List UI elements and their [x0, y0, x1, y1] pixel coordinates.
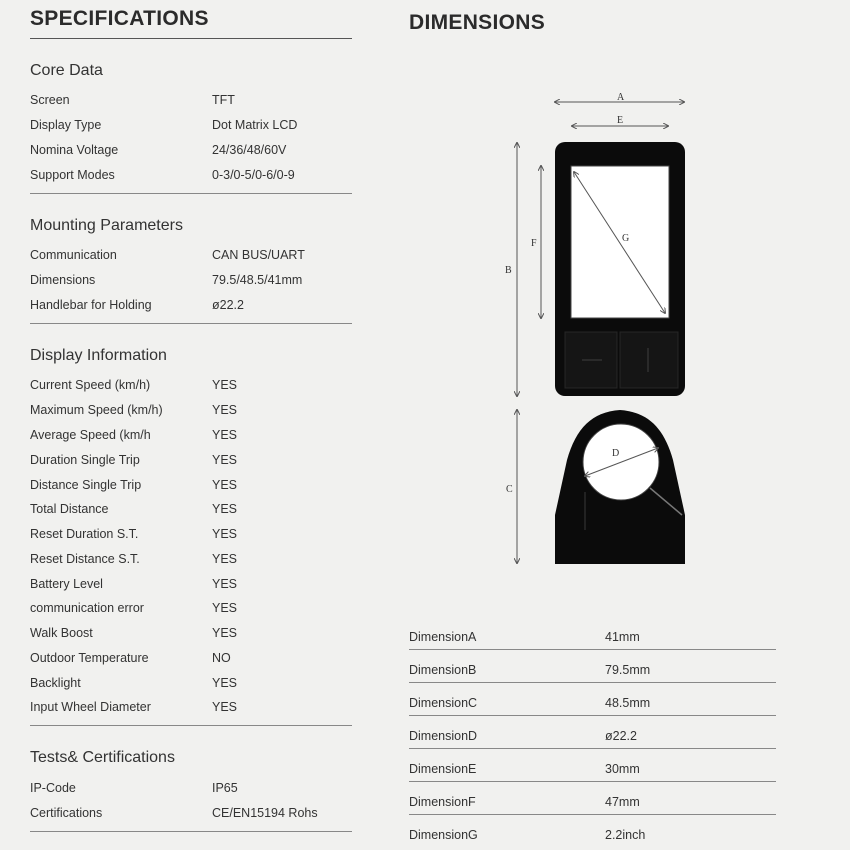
spec-value: YES	[212, 453, 238, 467]
spec-value: YES	[212, 676, 238, 690]
section-divider	[30, 831, 352, 832]
spec-value: YES	[212, 626, 238, 640]
specifications-title: SPECIFICATIONS	[30, 7, 209, 30]
spec-label: Certifications	[30, 806, 103, 820]
spec-value: YES	[212, 403, 238, 417]
dimension-value: 79.5mm	[605, 663, 651, 677]
spec-label: Handlebar for Holding	[30, 298, 152, 312]
spec-row	[30, 143, 352, 163]
spec-label: Nomina Voltage	[30, 143, 119, 157]
spec-value: YES	[212, 428, 238, 442]
dimension-value: 41mm	[605, 630, 640, 644]
spec-value: YES	[212, 527, 238, 541]
dimension-label: DimensionG	[409, 828, 478, 842]
spec-value: NO	[212, 651, 231, 665]
display-screen	[571, 166, 669, 318]
dimension-divider	[409, 715, 776, 716]
diagram-label-f: F	[531, 238, 537, 249]
spec-value: YES	[212, 552, 238, 566]
title-divider	[30, 38, 352, 39]
spec-row	[30, 806, 352, 826]
dimension-divider	[409, 649, 776, 650]
spec-value: CE/EN15194 Rohs	[212, 806, 318, 820]
spec-row	[30, 168, 352, 188]
dimension-divider	[409, 748, 776, 749]
spec-row	[30, 428, 352, 448]
section-divider	[30, 323, 352, 324]
spec-label: Dimensions	[30, 273, 96, 287]
spec-label: Display Type	[30, 118, 102, 132]
spec-row	[30, 626, 352, 646]
section-divider	[30, 725, 352, 726]
spec-label: communication error	[30, 601, 144, 615]
spec-row	[30, 378, 352, 398]
dimension-label: DimensionD	[409, 729, 478, 743]
spec-row	[30, 651, 352, 671]
spec-label: Maximum Speed (km/h)	[30, 403, 163, 417]
spec-label: Walk Boost	[30, 626, 93, 640]
diagram-label-e: E	[617, 115, 624, 126]
dimensions-title: DIMENSIONS	[409, 11, 546, 34]
spec-row	[30, 552, 352, 572]
dimension-value: 48.5mm	[605, 696, 651, 710]
spec-row	[30, 700, 352, 720]
diagram-label-d: D	[612, 448, 620, 459]
diagram-label-b: B	[505, 265, 512, 276]
dimension-row	[409, 794, 776, 827]
spec-value: Dot Matrix LCD	[212, 118, 298, 132]
section-title-mounting-parameters: Mounting Parameters	[30, 217, 183, 234]
dimension-row	[409, 695, 776, 728]
dimension-label: DimensionB	[409, 663, 477, 677]
diagram-label-g: G	[622, 233, 630, 244]
spec-value: CAN BUS/UART	[212, 248, 305, 262]
spec-value: 0-3/0-5/0-6/0-9	[212, 168, 295, 182]
spec-value: TFT	[212, 93, 235, 107]
spec-label: Backlight	[30, 676, 81, 690]
spec-row	[30, 577, 352, 597]
spec-value: YES	[212, 502, 238, 516]
spec-row	[30, 118, 352, 138]
spec-row	[30, 527, 352, 547]
spec-row	[30, 502, 352, 522]
spec-label: Current Speed (km/h)	[30, 378, 151, 392]
spec-row	[30, 273, 352, 293]
diagram-label-c: C	[506, 484, 513, 495]
spec-row	[30, 403, 352, 423]
spec-row	[30, 93, 352, 113]
spec-label: Battery Level	[30, 577, 103, 591]
spec-row	[30, 453, 352, 473]
dimension-value: 2.2inch	[605, 828, 646, 842]
spec-value: ø22.2	[212, 298, 244, 312]
dimension-value: ø22.2	[605, 729, 637, 743]
dimension-row	[409, 629, 776, 662]
spec-label: Screen	[30, 93, 70, 107]
spec-label: Input Wheel Diameter	[30, 700, 151, 714]
spec-row	[30, 298, 352, 318]
dimension-row	[409, 827, 776, 847]
dimension-divider	[409, 781, 776, 782]
spec-row	[30, 676, 352, 696]
spec-value: YES	[212, 478, 238, 492]
spec-label: Outdoor Temperature	[30, 651, 149, 665]
section-title-tests-certifications: Tests& Certifications	[30, 749, 175, 766]
spec-label: Reset Duration S.T.	[30, 527, 139, 541]
dimension-label: DimensionA	[409, 630, 477, 644]
dimension-diagram	[495, 85, 695, 570]
dimension-row	[409, 662, 776, 695]
spec-row	[30, 248, 352, 268]
spec-row	[30, 781, 352, 801]
dimension-divider	[409, 682, 776, 683]
spec-label: Reset Distance S.T.	[30, 552, 140, 566]
spec-label: Total Distance	[30, 502, 109, 516]
spec-label: Support Modes	[30, 168, 115, 182]
dimension-value: 47mm	[605, 795, 640, 809]
spec-row	[30, 601, 352, 621]
spec-label: Distance Single Trip	[30, 478, 142, 492]
spec-value: 79.5/48.5/41mm	[212, 273, 303, 287]
spec-label: IP-Code	[30, 781, 76, 795]
spec-value: 24/36/48/60V	[212, 143, 287, 157]
dimension-row	[409, 728, 776, 761]
diagram-label-a: A	[617, 92, 625, 103]
dimension-divider	[409, 814, 776, 815]
dimension-label: DimensionF	[409, 795, 476, 809]
section-divider	[30, 193, 352, 194]
spec-value: YES	[212, 577, 238, 591]
spec-value: YES	[212, 378, 238, 392]
dimension-label: DimensionE	[409, 762, 477, 776]
spec-row	[30, 478, 352, 498]
dimension-row	[409, 761, 776, 794]
spec-label: Average Speed (km/h	[30, 428, 151, 442]
section-title-display-information: Display Information	[30, 347, 167, 364]
dimension-value: 30mm	[605, 762, 640, 776]
spec-value: YES	[212, 601, 238, 615]
spec-value: YES	[212, 700, 238, 714]
spec-label: Duration Single Trip	[30, 453, 140, 467]
dimension-label: DimensionC	[409, 696, 478, 710]
spec-value: IP65	[212, 781, 238, 795]
section-title-core-data: Core Data	[30, 62, 103, 79]
spec-label: Communication	[30, 248, 117, 262]
